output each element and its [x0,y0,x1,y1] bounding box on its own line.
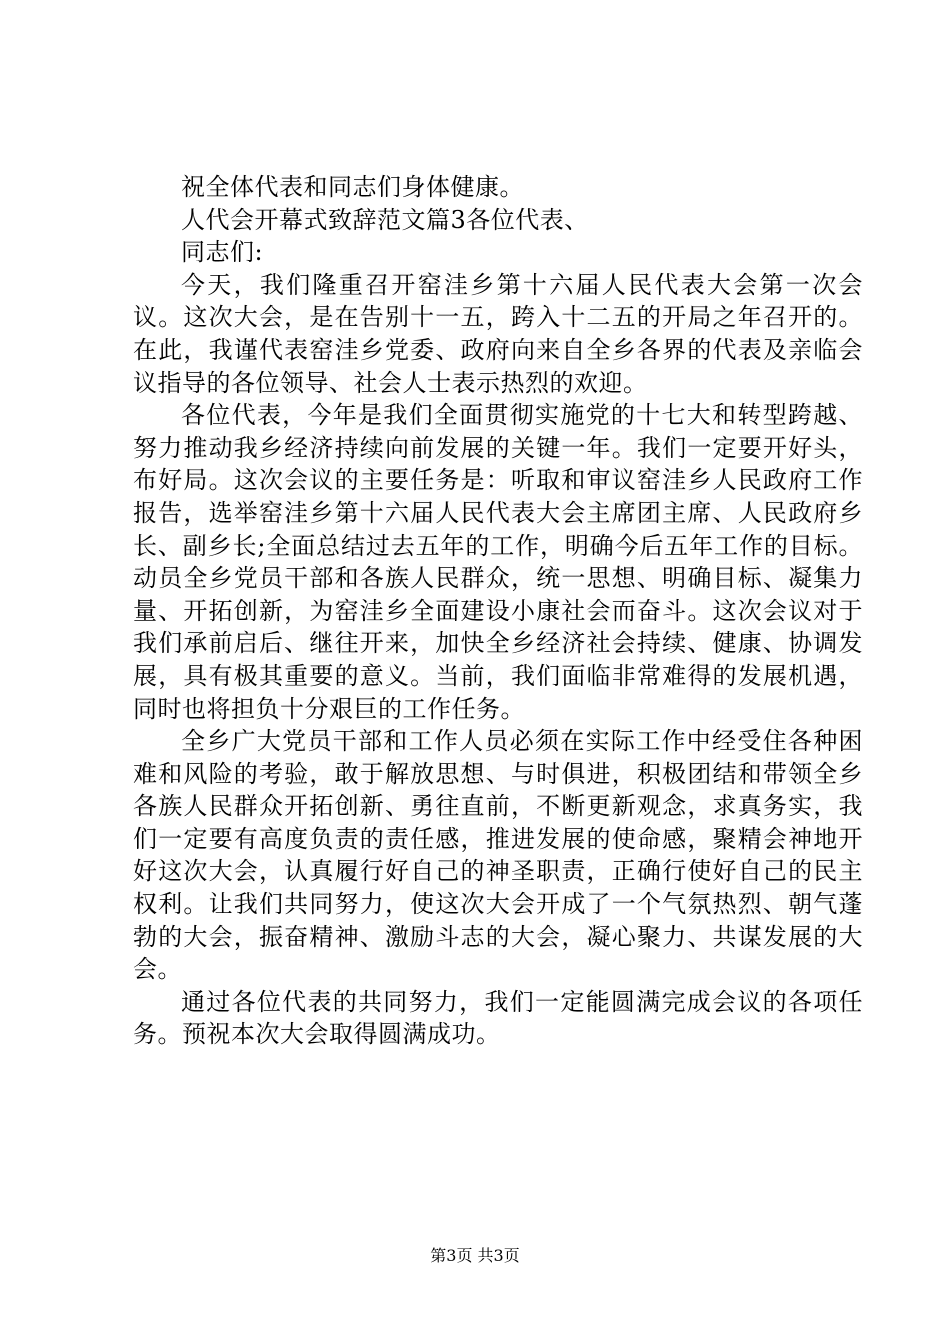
page-number: 第3页 共3页 [430,1246,520,1265]
paragraph-opening: 今天，我们隆重召开窑洼乡第十六届人民代表大会第一次会议。这次大会，是在告别十一五，跨入十二五的开局之年召开的。在此，我谨代表窑洼乡党委、政府向来自全乡各界的代表及亲临会议指导的各位领导、社会人士表示热烈的欢迎。 [133,270,863,397]
paragraph-heading: 人代会开幕式致辞范文篇3各位代表、 [181,205,589,234]
document-body [133,171,863,1051]
paragraph-conclusion: 通过各位代表的共同努力，我们一定能圆满完成会议的各项任务。预祝本次大会取得圆满成功。 [133,987,863,1049]
paragraph-call-to-action: 全乡广大党员干部和工作人员必须在实际工作中经受住各种困难和风险的考验，敢于解放思想、与时俱进，积极团结和带领全乡各族人民群众开拓创新、勇往直前，不断更新观念，求真务实，我们一定要有高度负责的责任感，推进发展的使命感，聚精会神地开好这次大会，认真履行好自己的神圣职责，正确行使好自己的民主权利。让我们共同努力，使这次大会开成了一个气氛热烈、朝气蓬勃的大会，振奋精神、激励斗志的大会，凝心聚力、共谋发展的大会。 [133,727,863,984]
paragraph-salutation: 同志们: [181,238,264,267]
page-footer [0,1246,950,1266]
paragraph-closing-wish: 祝全体代表和同志们身体健康。 [181,173,524,201]
paragraph-tasks: 各位代表，今年是我们全面贯彻实施党的十七大和转型跨越、努力推动我乡经济持续向前发展的关键一年。我们一定要开好头，布好局。这次会议的主要任务是：听取和审议窑洼乡人民政府工作报告，选举窑洼乡第十六届人民代表大会主席团主席、人民政府乡长、副乡长;全面总结过去五年的工作，明确今后五年工作的目标。动员全乡党员干部和各族人民群众，统一思想、明确目标、凝集力量、开拓创新，为窑洼乡全面建设小康社会而奋斗。这次会议对于我们承前启后、继往开来，加快全乡经济社会持续、健康、协调发展，具有极其重要的意义。当前，我们面临非常难得的发展机遇，同时也将担负十分艰巨的工作任务。 [133,401,863,723]
